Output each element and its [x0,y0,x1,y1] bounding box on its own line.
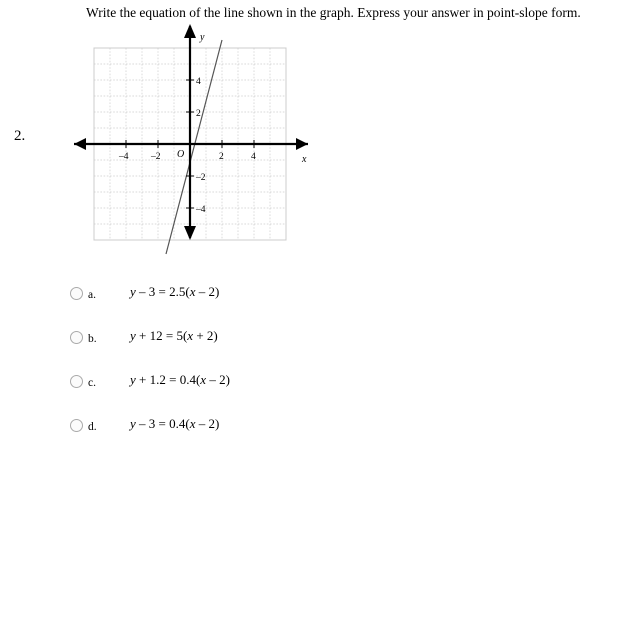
choice-b-var-x: x [187,328,194,343]
choice-equation-c [130,372,230,388]
choice-a[interactable] [70,282,490,326]
choice-letter-b: b. [88,333,97,345]
choice-b[interactable] [70,326,490,370]
choice-a-part1: – 3 = 2.5( [135,284,190,299]
choice-d-var-y: y [130,416,136,431]
question-number: 2. [14,128,26,144]
choice-c-var-y: y [130,372,136,387]
x-tick-label--2: –2 [151,152,161,162]
y-tick-label--4: –4 [196,205,206,215]
choice-a-var-x: x [189,284,196,299]
x-axis-label: x [302,154,307,165]
choice-d-var-x: x [189,416,196,431]
choice-a-var-y: y [130,284,136,299]
radio-button-a[interactable] [70,287,83,300]
choice-equation-b [130,328,218,344]
choice-d[interactable] [70,414,490,458]
x-tick-label-4: 4 [251,152,256,162]
choice-equation-d [130,416,219,432]
coordinate-graph [70,22,320,262]
choice-c-part2: – 2) [206,372,230,387]
choice-d-part2: – 2) [195,416,220,431]
choice-letter-a: a. [88,289,96,301]
radio-button-d[interactable] [70,419,83,432]
choice-c-part1: + 1.2 = 0.4( [135,372,201,387]
x-tick-label-2: 2 [219,152,224,162]
y-axis-label: y [200,32,205,43]
y-tick-label-4: 4 [196,77,201,87]
choice-d-part1: – 3 = 0.4( [135,416,190,431]
question-text: Write the equation of the line shown in the graph. Express your answer in point-slope form. [86,5,581,20]
y-tick-label-2: 2 [196,109,201,119]
radio-button-b[interactable] [70,331,83,344]
choice-a-part2: – 2) [195,284,220,299]
choice-equation-a [130,284,219,300]
answer-choices [70,282,490,458]
origin-label: O [177,149,185,160]
choice-b-var-y: y [130,328,136,343]
x-tick-label--4: –4 [119,152,129,162]
choice-c-var-x: x [200,372,207,387]
choice-b-part1: + 12 = 5( [135,328,188,343]
choice-letter-d: d. [88,421,97,433]
choice-c[interactable] [70,370,490,414]
graph-svg [70,22,320,262]
radio-button-c[interactable] [70,375,83,388]
choice-letter-c: c. [88,377,96,389]
y-tick-label--2: –2 [196,173,206,183]
choice-b-part2: + 2) [193,328,218,343]
